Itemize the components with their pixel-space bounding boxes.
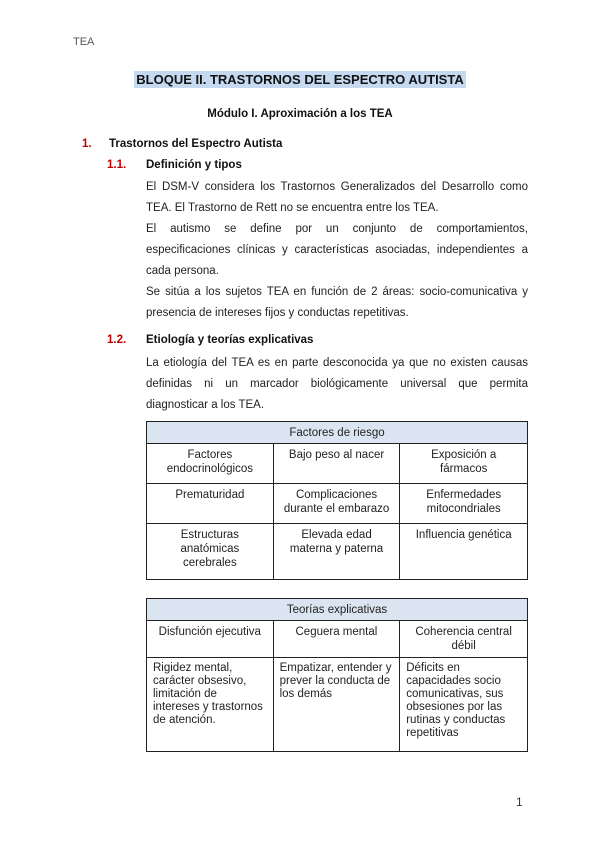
- header-label: TEA: [73, 36, 95, 48]
- section-1-1-paragraph-2: El autismo se define por un conjunto de comportamientos, especificaciones clínicas y características asociadas, independientes a cada persona.: [146, 223, 528, 277]
- section-1-2-title: Etiología y teorías explicativas: [146, 334, 314, 346]
- risk-cell: Factores endocrinológicos: [147, 444, 274, 484]
- risk-cell: Complicaciones durante el embarazo: [273, 484, 400, 524]
- module-title: Módulo I. Aproximación a los TEA: [207, 108, 393, 120]
- theory-column-header: Coherencia central débil: [400, 621, 528, 658]
- section-1-1-number: 1.1.: [107, 159, 127, 171]
- risk-factors-table: [146, 421, 528, 580]
- risk-cell: Bajo peso al nacer: [273, 444, 400, 484]
- risk-cell: Elevada edad materna y paterna: [273, 524, 400, 580]
- risk-cell: Influencia genética: [400, 524, 528, 580]
- section-1-1-title: Definición y tipos: [146, 159, 242, 171]
- risk-table-header: Factores de riesgo: [147, 422, 528, 444]
- risk-cell: Prematuridad: [147, 484, 274, 524]
- theories-table: [146, 598, 528, 752]
- theory-description: Empatizar, entender y prever la conducta de los demás: [273, 658, 400, 752]
- section-1-number: 1.: [82, 138, 92, 150]
- section-1-2-paragraph: La etiología del TEA es en parte desconocida ya que no existen causas definidas ni un marcador biológicamente universal que permita diagnosticar a los TEA.: [146, 357, 528, 411]
- risk-cell: Enfermedades mitocondriales: [400, 484, 528, 524]
- section-1-2-number: 1.2.: [107, 334, 127, 346]
- block-title: [0, 72, 600, 87]
- page-number: 1: [516, 795, 523, 809]
- theory-description: Rigidez mental, carácter obsesivo, limitación de intereses y trastornos de atención.: [147, 658, 274, 752]
- theory-description: Déficits en capacidades socio comunicativas, sus obsesiones por las rutinas y conductas repetitivas: [400, 658, 528, 752]
- risk-cell: Estructuras anatómicas cerebrales: [147, 524, 274, 580]
- theory-column-header: Disfunción ejecutiva: [147, 621, 274, 658]
- section-1-1-paragraph-1: El DSM-V considera los Trastornos Generalizados del Desarrollo como TEA. El Trastorno de Rett no se encuentra entre los TEA.: [146, 181, 528, 214]
- risk-cell: Exposición a fármacos: [400, 444, 528, 484]
- theories-table-header: Teorías explicativas: [147, 599, 528, 621]
- theory-column-header: Ceguera mental: [273, 621, 400, 658]
- block-title-text: BLOQUE II. TRASTORNOS DEL ESPECTRO AUTISTA: [136, 72, 464, 87]
- section-1-1-paragraph-3: Se sitúa a los sujetos TEA en función de 2 áreas: socio-comunicativa y presencia de intereses fijos y conductas repetitivas.: [146, 286, 528, 319]
- section-1-title: Trastornos del Espectro Autista: [109, 138, 283, 150]
